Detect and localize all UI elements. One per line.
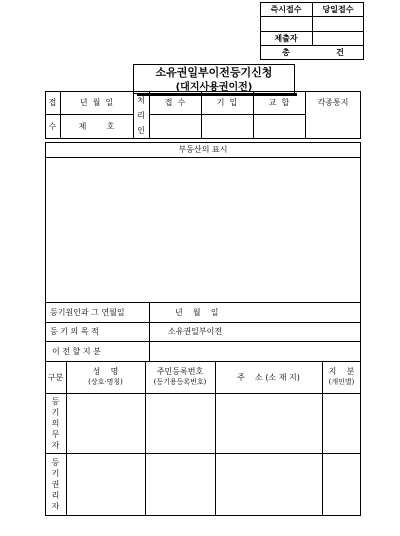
header-entry: 기 입	[216, 98, 238, 107]
col-gubun: 구분	[47, 372, 64, 382]
property-heading: 부동산의 표시	[178, 145, 228, 154]
page-subtitle: (대지사용권이전)	[175, 81, 253, 93]
total-label: 총	[282, 47, 290, 57]
count-unit-label: 건	[336, 47, 344, 57]
submitter-label: 제출자	[274, 33, 298, 43]
col-id-number: 주민등록번호 (등기용등록번호)	[153, 367, 207, 386]
receipt-label-bottom: 수	[48, 122, 57, 131]
header-receipt: 접 수	[164, 98, 186, 107]
header-check: 교 합	[268, 98, 290, 107]
sameday-receipt-label: 당일접수	[322, 4, 354, 14]
holder-label: 등 기 권 리 자	[51, 458, 60, 511]
header-notices: 각종통지	[317, 98, 349, 107]
processor-label: 처 리 인	[137, 95, 145, 135]
share-label: 이 전 할 지 분	[52, 347, 101, 356]
cause-label: 등기원인과 그 연월일	[50, 308, 125, 317]
receipt-serial-no: 제 호	[78, 122, 115, 131]
receipt-label-top: 접	[48, 98, 57, 107]
col-address: 주 소 (소 재 지)	[237, 372, 300, 382]
col-name: 성 명 (상호·명칭)	[88, 367, 123, 386]
instant-receipt-label: 즉시접수	[270, 4, 302, 14]
page-title: 소유권일부이전등기신청	[155, 66, 273, 79]
cause-value[interactable]: 년 월 일	[175, 308, 219, 317]
purpose-label: 등 기 의 목 적	[50, 327, 99, 336]
receipt-date: 년 월 일	[79, 98, 114, 107]
obligor-label: 등 기 의 무 자	[51, 396, 60, 450]
property-description-area[interactable]	[46, 158, 360, 301]
purpose-value[interactable]: 소유권일부이전	[168, 327, 223, 336]
col-share: 지 분 (개인별)	[328, 367, 355, 386]
